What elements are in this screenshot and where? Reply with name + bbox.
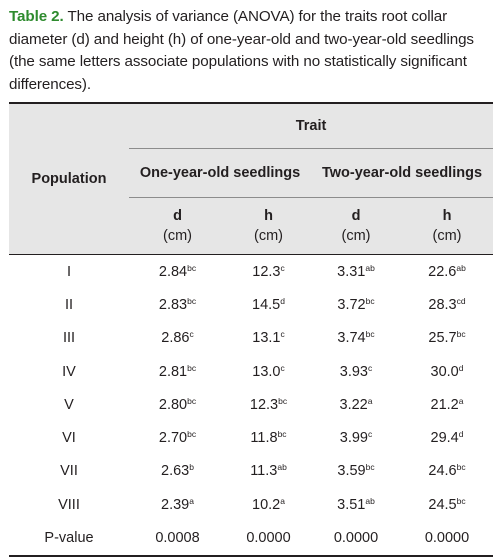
table-row — [9, 488, 493, 521]
significance-letters: c — [280, 329, 285, 340]
value-cell — [401, 488, 493, 521]
cell-value: 24.6 — [428, 463, 457, 480]
column-header-d2: d (cm) — [311, 198, 401, 255]
significance-letters: bc — [187, 295, 197, 306]
value-cell — [226, 322, 311, 355]
value-cell — [311, 488, 401, 521]
significance-letters: c — [367, 362, 373, 373]
cell-value: 29.4 — [430, 430, 459, 447]
significance-letters: a — [458, 395, 464, 406]
cell-value: 2.86 — [161, 330, 190, 347]
population-header: Population — [9, 103, 129, 255]
value-cell — [226, 488, 311, 521]
cell-value: 11.8 — [250, 430, 278, 447]
significance-letters: ab — [365, 495, 375, 506]
value-cell — [129, 355, 226, 388]
cell-value: 10.2 — [252, 496, 281, 513]
cell-value: 28.3 — [428, 296, 457, 313]
value-cell — [401, 421, 493, 454]
significance-letters: bc — [187, 395, 197, 406]
significance-letters: a — [189, 495, 194, 506]
cell-value: 25.7 — [428, 330, 457, 347]
significance-letters: bc — [277, 429, 287, 440]
cell-value: 3.99 — [339, 430, 368, 447]
cell-value: 30.0 — [430, 363, 459, 380]
population-cell: VI — [62, 430, 76, 447]
cell-value: 0.0000 — [246, 530, 291, 547]
value-cell — [129, 488, 226, 521]
value-cell — [129, 421, 226, 454]
significance-letters: c — [280, 362, 285, 373]
table-row — [9, 421, 493, 454]
value-cell — [226, 455, 311, 488]
value-cell — [226, 521, 311, 556]
value-cell — [226, 355, 311, 388]
value-cell — [226, 421, 311, 454]
significance-letters: c — [189, 329, 194, 340]
significance-letters: c — [280, 262, 285, 273]
group-header-one-year: One-year-old seedlings — [129, 149, 311, 198]
value-cell — [226, 388, 311, 421]
cell-value: 13.1 — [252, 330, 281, 347]
population-cell: VIII — [58, 496, 80, 513]
population-cell: VII — [60, 463, 78, 480]
population-cell: V — [64, 396, 74, 413]
population-cell: I — [66, 263, 72, 280]
cell-value: 13.0 — [252, 363, 281, 380]
cell-value: 3.74 — [337, 330, 366, 347]
significance-letters: ab — [365, 262, 375, 273]
cell-value: 0.0000 — [333, 530, 379, 547]
value-cell — [311, 388, 401, 421]
cell-value: 2.84 — [158, 263, 188, 280]
cell-value: 12.3 — [249, 396, 279, 413]
value-cell — [311, 288, 401, 321]
significance-letters: bc — [456, 329, 466, 340]
value-cell — [401, 521, 493, 556]
value-cell — [401, 288, 493, 321]
cell-value: 3.72 — [337, 296, 366, 313]
significance-letters: bc — [365, 295, 375, 306]
value-cell — [401, 355, 493, 388]
table-row — [9, 322, 493, 355]
cell-value: 0.0008 — [155, 530, 200, 547]
column-header-h2: h (cm) — [401, 198, 493, 255]
cell-value: 22.6 — [428, 263, 457, 280]
value-cell — [311, 255, 401, 289]
cell-value: 3.93 — [339, 363, 368, 380]
significance-letters: a — [280, 495, 285, 506]
column-header-d1: d (cm) — [129, 198, 226, 255]
cell-value: 3.31 — [337, 263, 366, 280]
caption-label: Table 2. — [9, 8, 64, 25]
cell-value: 14.5 — [252, 296, 281, 313]
cell-value: 21.2 — [430, 396, 459, 413]
significance-letters: d — [458, 429, 464, 440]
cell-value: 2.83 — [158, 296, 188, 313]
significance-letters: bc — [278, 395, 288, 406]
value-cell — [129, 255, 226, 289]
significance-letters: bc — [365, 462, 375, 473]
value-cell — [311, 455, 401, 488]
value-cell — [401, 322, 493, 355]
significance-letters: ab — [456, 262, 466, 273]
value-cell — [129, 388, 226, 421]
value-cell — [311, 322, 401, 355]
cell-value: 2.70 — [158, 430, 188, 447]
significance-letters: d — [458, 362, 464, 373]
population-cell: IV — [62, 363, 76, 380]
significance-letters: a — [367, 395, 373, 406]
table-row — [9, 355, 493, 388]
table-header — [9, 103, 493, 255]
significance-letters: bc — [187, 262, 197, 273]
significance-letters: bc — [456, 462, 466, 473]
significance-letters: c — [367, 429, 373, 440]
cell-value: 11.3 — [250, 463, 278, 480]
table-body — [9, 255, 493, 557]
value-cell — [129, 288, 226, 321]
value-cell — [226, 255, 311, 289]
trait-header: Trait — [129, 103, 493, 149]
cell-value: 12.3 — [252, 263, 281, 280]
value-cell — [129, 322, 226, 355]
value-cell — [311, 355, 401, 388]
significance-letters: d — [280, 295, 285, 306]
population-cell: P-value — [44, 530, 94, 547]
value-cell — [311, 421, 401, 454]
value-cell — [401, 255, 493, 289]
group-header-two-year: Two-year-old seedlings — [311, 149, 493, 198]
table-row — [9, 521, 493, 556]
population-cell: II — [64, 296, 74, 313]
significance-letters: ab — [277, 462, 287, 473]
population-cell: III — [62, 330, 76, 347]
value-cell — [311, 521, 401, 556]
significance-letters: bc — [365, 329, 375, 340]
cell-value: 2.81 — [158, 363, 188, 380]
value-cell — [226, 288, 311, 321]
value-cell — [401, 455, 493, 488]
significance-letters: bc — [187, 362, 197, 373]
table-row — [9, 455, 493, 488]
significance-letters: bc — [187, 429, 197, 440]
value-cell — [129, 521, 226, 556]
caption-text: The analysis of variance (ANOVA) for the traits root collar diameter (d) and height (h) of one-year-old and two-year-old seedlings (the same letters associate populations with no statistically significant differences). — [9, 8, 474, 93]
table-row — [9, 255, 493, 289]
table-row — [9, 388, 493, 421]
cell-value: 2.39 — [161, 496, 190, 513]
significance-letters: bc — [456, 495, 466, 506]
table-row — [9, 288, 493, 321]
cell-value: 3.51 — [337, 496, 366, 513]
cell-value: 2.63 — [161, 463, 190, 480]
significance-letters: cd — [456, 295, 466, 306]
cell-value: 24.5 — [428, 496, 457, 513]
cell-value: 0.0000 — [424, 530, 470, 547]
value-cell — [129, 455, 226, 488]
value-cell — [401, 388, 493, 421]
table-caption — [9, 6, 493, 96]
cell-value: 2.80 — [158, 396, 188, 413]
anova-table — [9, 102, 493, 547]
cell-value: 3.59 — [337, 463, 366, 480]
significance-letters: b — [189, 462, 194, 473]
column-header-h1: h (cm) — [226, 198, 311, 255]
cell-value: 3.22 — [339, 396, 368, 413]
